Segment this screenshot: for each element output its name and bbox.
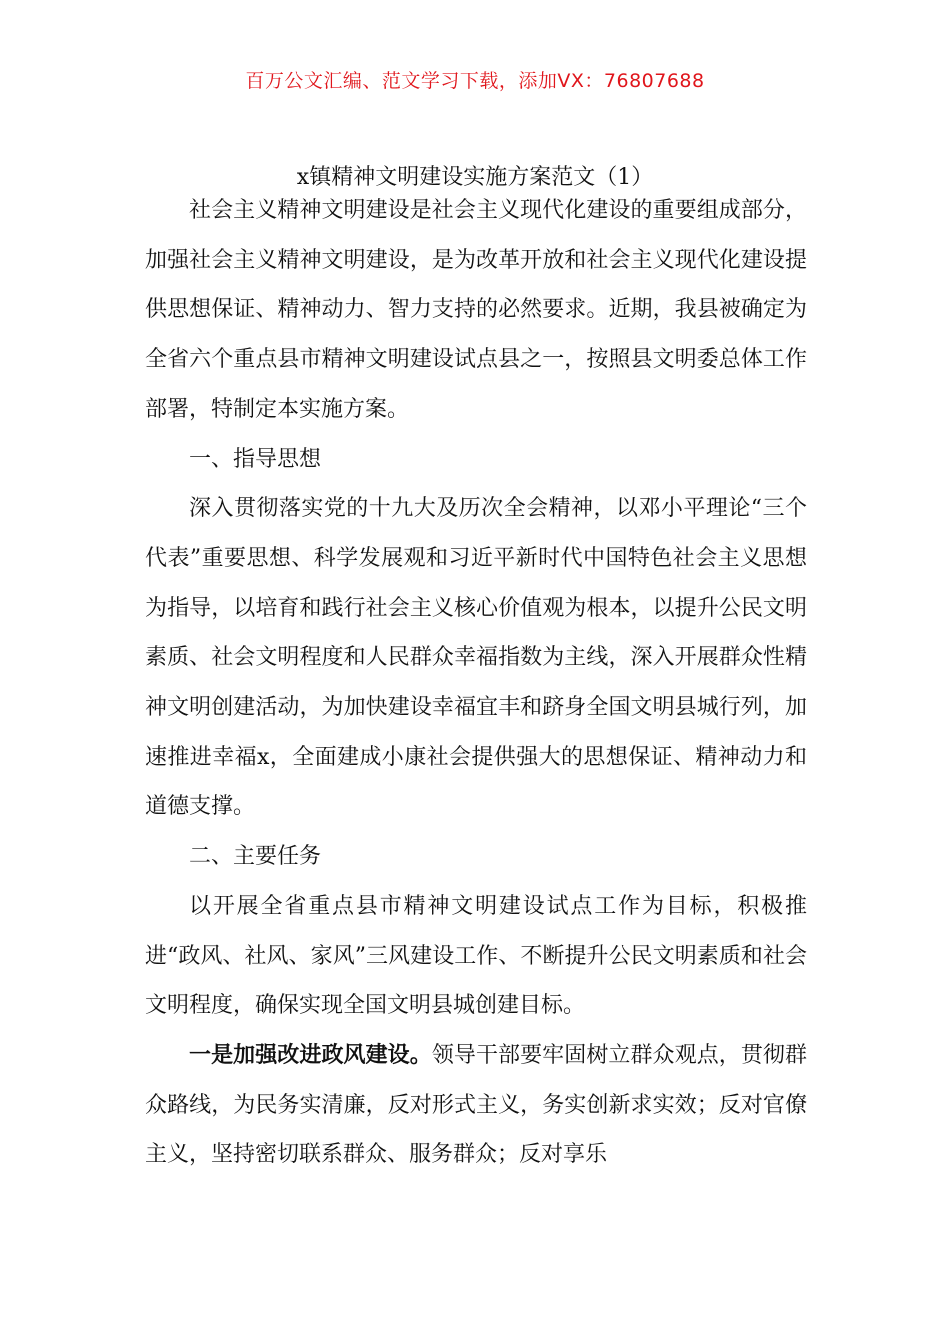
- section-heading-guiding-ideology: 一、指导思想: [189, 446, 322, 472]
- document-body: [145, 186, 807, 1180]
- section-heading-main-tasks: 二、主要任务: [189, 844, 322, 870]
- task-item-1-text: 领导干部要牢固树立群众观点，贯彻群众路线，为民务实清廉，反对形式主义，务实创新求实效；反对官僚主义，坚持密切联系群众、服务群众；反对享乐: [145, 1042, 807, 1168]
- guiding-ideology-paragraph: 深入贯彻落实党的十九大及历次全会精神，以邓小平理论“三个代表”重要思想、科学发展观和习近平新时代中国特色社会主义思想为指导，以培育和践行社会主义核心价值观为根本，以提升公民文明素质、社会文明程度和人民群众幸福指数为主线，深入开展群众性精神文明创建活动，为加快建设幸福宜丰和跻身全国文明县城行列，加速推进幸福x，全面建成小康社会提供强大的思想保证、精神动力和道德支撑。: [145, 496, 807, 820]
- intro-paragraph: 社会主义精神文明建设是社会主义现代化建设的重要组成部分，加强社会主义精神文明建设，是为改革开放和社会主义现代化建设提供思想保证、精神动力、智力支持的必然要求。近期，我县被确定为全省六个重点县市精神文明建设试点县之一，按照县文明委总体工作部署，特制定本实施方案。: [145, 198, 807, 422]
- task-item-1-paragraph: [145, 1031, 807, 1180]
- main-tasks-paragraph: 以开展全省重点县市精神文明建设试点工作为目标，积极推进“政风、社风、家风”三风建设工作、不断提升公民文明素质和社会文明程度，确保实现全国文明县城创建目标。: [145, 893, 807, 1019]
- header-note: 百万公文汇编、范文学习下载，添加VX：76807688: [245, 70, 705, 92]
- task-item-1-lead: 一是加强改进政风建设。: [189, 1041, 432, 1068]
- document-title: x镇精神文明建设实施方案范文（1）: [296, 165, 654, 190]
